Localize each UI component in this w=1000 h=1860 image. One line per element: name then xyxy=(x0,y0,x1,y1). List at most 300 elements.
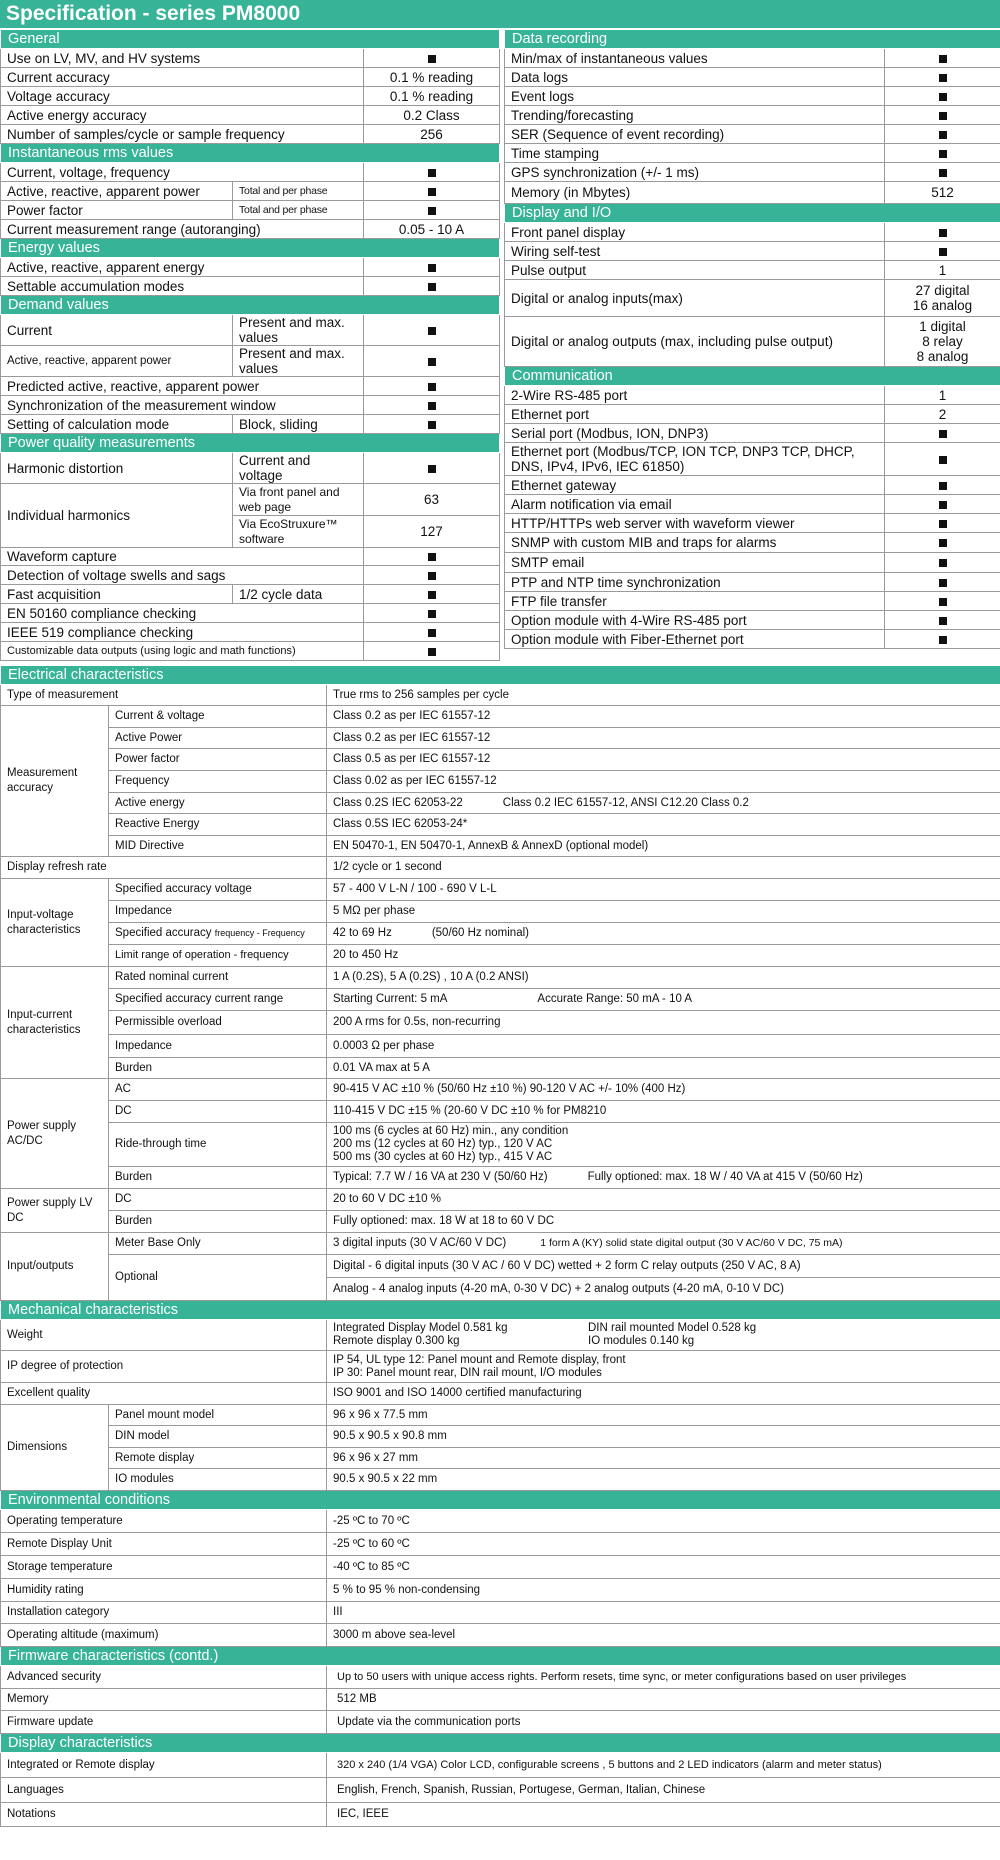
table-row xyxy=(1,1351,1000,1383)
table-row xyxy=(505,68,1000,87)
table-row xyxy=(1,87,500,106)
table-cell: Present and max. values xyxy=(233,315,364,346)
table-cell: Class 0.02 as per IEC 61557-12 xyxy=(327,771,1000,793)
table-row xyxy=(1,106,500,125)
table-cell: 0.0003 Ω per phase xyxy=(327,1035,1000,1058)
table-cell: Current xyxy=(1,315,233,346)
table-cell xyxy=(364,623,500,642)
bullet-icon xyxy=(939,93,947,101)
table-cell: 90.5 x 90.5 x 90.8 mm xyxy=(327,1426,1000,1448)
table-cell: 1 xyxy=(885,386,1000,405)
table-row xyxy=(505,386,1000,405)
table-cell: 5 MΩ per phase xyxy=(327,901,1000,923)
section-header-mechanical: Mechanical characteristics xyxy=(1,1301,1000,1320)
table-cell: HTTP/HTTPs web server with waveform viewer xyxy=(505,514,885,533)
table-cell: Advanced security xyxy=(1,1666,327,1689)
table-row xyxy=(1,220,500,239)
table-row xyxy=(1,484,500,516)
table-cell: Time stamping xyxy=(505,144,885,163)
table-cell: 256 xyxy=(364,125,500,144)
table-row xyxy=(1,1233,1000,1255)
cell-text: IP 54, UL type 12: Panel mount and Remote display, front xyxy=(333,1353,626,1366)
table-cell: -25 ºC to 60 ºC xyxy=(327,1533,1000,1556)
table-row xyxy=(1,1079,1000,1101)
table-row xyxy=(1,1469,1000,1491)
table-row xyxy=(1,945,1000,967)
bullet-icon xyxy=(939,74,947,82)
bullet-icon xyxy=(939,430,947,438)
table-row xyxy=(1,396,500,415)
table-cell: Type of measurement xyxy=(1,685,327,706)
table-row xyxy=(1,182,500,201)
bullet-icon xyxy=(939,579,947,587)
bullet-icon xyxy=(939,636,947,644)
bullet-icon xyxy=(939,559,947,567)
cell-text: 500 ms (30 cycles at 60 Hz) typ., 415 V AC xyxy=(333,1151,553,1163)
table-cell: Impedance xyxy=(109,1035,327,1058)
table-cell: Power supply LV DC xyxy=(1,1189,109,1233)
table-row xyxy=(1,989,1000,1011)
table-cell xyxy=(364,585,500,604)
table-cell xyxy=(327,1123,1000,1167)
page-title: Specification - series PM8000 xyxy=(0,0,1000,28)
bullet-icon xyxy=(939,617,947,625)
table-row xyxy=(505,514,1000,533)
table-row xyxy=(505,125,1000,144)
table-cell: Current accuracy xyxy=(1,68,364,87)
table-row xyxy=(505,163,1000,182)
table-cell xyxy=(885,144,1000,163)
table-cell: -40 ºC to 85 ºC xyxy=(327,1556,1000,1579)
table-cell: Languages xyxy=(1,1778,327,1803)
table-row xyxy=(1,201,500,220)
table-row xyxy=(1,1405,1000,1426)
table-row xyxy=(1,967,1000,989)
table-cell: Number of samples/cycle or sample frequency xyxy=(1,125,364,144)
table-cell xyxy=(885,630,1000,649)
table-cell: Front panel display xyxy=(505,223,885,242)
table-cell: 0.1 % reading xyxy=(364,87,500,106)
table-cell: Installation category xyxy=(1,1602,327,1624)
table-cell: Digital - 6 digital inputs (30 V AC / 60 V DC) wetted + 2 form C relay outputs (250 V AC, 8 A) xyxy=(327,1255,1000,1278)
table-row xyxy=(1,1189,1000,1211)
table-cell: Input-current characteristics xyxy=(1,967,109,1079)
table-cell: Storage temperature xyxy=(1,1556,327,1579)
table-cell: 63 xyxy=(364,484,500,516)
table-cell: Class 0.2 as per IEC 61557-12 xyxy=(327,728,1000,749)
table-cell: True rms to 256 samples per cycle xyxy=(327,685,1000,706)
table-cell: Ethernet port xyxy=(505,405,885,424)
table-row xyxy=(1,879,1000,901)
table-cell: Humidity rating xyxy=(1,1579,327,1602)
table-row xyxy=(1,1101,1000,1123)
section-header-general: General xyxy=(1,30,500,49)
table-cell: 1/2 cycle or 1 second xyxy=(327,857,1000,879)
table-cell: Limit range of operation - frequency xyxy=(109,945,327,967)
bullet-icon xyxy=(428,465,436,473)
bullet-icon xyxy=(939,55,947,63)
table-cell: Via EcoStruxure™ software xyxy=(233,516,364,548)
table-cell: 0.1 % reading xyxy=(364,68,500,87)
bullet-icon xyxy=(428,327,436,335)
table-cell: Pulse output xyxy=(505,261,885,280)
table-cell: Dimensions xyxy=(1,1405,109,1491)
table-cell xyxy=(364,49,500,68)
table-cell: Active energy accuracy xyxy=(1,106,364,125)
table-cell: Block, sliding xyxy=(233,415,364,434)
bullet-icon xyxy=(428,358,436,366)
table-row xyxy=(505,280,1000,317)
table-row xyxy=(505,182,1000,204)
table-row xyxy=(505,144,1000,163)
table-cell: Fully optioned: max. 18 W at 18 to 60 V DC xyxy=(327,1211,1000,1233)
bullet-icon xyxy=(939,456,947,464)
table-row xyxy=(1,453,500,484)
table-cell: 1 A (0.2S), 5 A (0.2S) , 10 A (0.2 ANSI) xyxy=(327,967,1000,989)
table-row xyxy=(1,1035,1000,1058)
section-header-demand: Demand values xyxy=(1,296,500,315)
cell-text: DIN rail mounted Model 0.528 kg xyxy=(588,1322,757,1334)
table-cell: 0.05 - 10 A xyxy=(364,220,500,239)
section-header-power-quality: Power quality measurements xyxy=(1,434,500,453)
table-row xyxy=(1,163,500,182)
table-cell xyxy=(364,163,500,182)
table-row xyxy=(1,857,1000,879)
table-cell xyxy=(327,793,1000,814)
table-row xyxy=(505,317,1000,367)
bullet-icon xyxy=(428,264,436,272)
table-cell xyxy=(327,1233,1000,1255)
table-cell: Alarm notification via email xyxy=(505,495,885,514)
cell-text: Specified accuracy xyxy=(115,927,212,939)
bullet-icon xyxy=(428,553,436,561)
section-header-rms: Instantaneous rms values xyxy=(1,144,500,163)
table-cell xyxy=(885,242,1000,261)
table-row xyxy=(1,728,1000,749)
cell-text: 200 ms (12 cycles at 60 Hz) typ., 120 V AC xyxy=(333,1138,553,1150)
table-cell: Current, voltage, frequency xyxy=(1,163,364,182)
table-cell: ISO 9001 and ISO 14000 certified manufacturing xyxy=(327,1383,1000,1405)
table-cell: Measurement accuracy xyxy=(1,706,109,857)
table-cell xyxy=(364,277,500,296)
table-row xyxy=(1,923,1000,945)
table-cell xyxy=(364,182,500,201)
cell-text: (50/60 Hz nominal) xyxy=(431,927,529,939)
table-cell xyxy=(364,548,500,566)
section-header-environmental: Environmental conditions xyxy=(1,1491,1000,1510)
table-cell: Data logs xyxy=(505,68,885,87)
table-cell: Current measurement range (autoranging) xyxy=(1,220,364,239)
bullet-icon xyxy=(939,598,947,606)
table-row xyxy=(505,106,1000,125)
table-row xyxy=(1,258,500,277)
table-cell: Operating temperature xyxy=(1,1510,327,1533)
table-cell xyxy=(327,1351,1000,1383)
table-cell: Present and max. values xyxy=(233,346,364,377)
table-cell: IO modules xyxy=(109,1469,327,1491)
table-cell xyxy=(364,642,500,661)
table-cell: 1 xyxy=(885,261,1000,280)
table-cell: EN 50470-1, EN 50470-1, AnnexB & AnnexD (optional model) xyxy=(327,836,1000,857)
table-row xyxy=(1,125,500,144)
bullet-icon xyxy=(428,402,436,410)
table-cell: SMTP email xyxy=(505,553,885,573)
table-cell xyxy=(885,573,1000,592)
table-cell: Active Power xyxy=(109,728,327,749)
table-row xyxy=(1,566,500,585)
table-cell: 512 xyxy=(885,182,1000,204)
table-cell: Impedance xyxy=(109,901,327,923)
table-cell: 96 x 96 x 77.5 mm xyxy=(327,1405,1000,1426)
table-row xyxy=(1,1011,1000,1035)
cell-text: 3 digital inputs (30 V AC/60 V DC) xyxy=(333,1237,507,1249)
table-row xyxy=(505,87,1000,106)
table-cell: 5 % to 95 % non-condensing xyxy=(327,1579,1000,1602)
bullet-icon xyxy=(428,55,436,63)
table-cell: Active, reactive, apparent energy xyxy=(1,258,364,277)
table-cell: Specified accuracy current range xyxy=(109,989,327,1011)
table-cell: Harmonic distortion xyxy=(1,453,233,484)
cell-text: Class 0.2S IEC 62053-22 xyxy=(333,796,463,809)
bullet-icon xyxy=(428,629,436,637)
table-cell: Option module with Fiber-Ethernet port xyxy=(505,630,885,649)
cell-text: IO modules 0.140 kg xyxy=(588,1335,695,1347)
table-cell: Optional xyxy=(109,1255,327,1301)
table-row xyxy=(1,1753,1000,1778)
bullet-icon xyxy=(428,383,436,391)
table-cell xyxy=(885,533,1000,553)
table-cell: IEEE 519 compliance checking xyxy=(1,623,364,642)
table-cell: 0.2 Class xyxy=(364,106,500,125)
table-cell: III xyxy=(327,1602,1000,1624)
table-cell: 200 A rms for 0.5s, non-recurring xyxy=(327,1011,1000,1035)
table-row xyxy=(1,1711,1000,1734)
cell-text: Remote display 0.300 kg xyxy=(333,1335,460,1347)
table-cell xyxy=(885,443,1000,476)
table-cell: DC xyxy=(109,1101,327,1123)
table-row xyxy=(1,836,1000,857)
table-cell: 110-415 V DC ±15 % (20-60 V DC ±10 % for PM8210 xyxy=(327,1101,1000,1123)
cell-text: 16 analog xyxy=(912,298,973,313)
table-cell xyxy=(885,125,1000,144)
table-cell: Update via the communication ports xyxy=(327,1711,1000,1734)
table-cell xyxy=(885,611,1000,630)
table-cell xyxy=(364,453,500,484)
table-cell: AC xyxy=(109,1079,327,1101)
bullet-icon xyxy=(939,248,947,256)
table-row xyxy=(1,1320,1000,1351)
table-cell: Current and voltage xyxy=(233,453,364,484)
table-cell xyxy=(885,476,1000,495)
table-cell: 20 to 450 Hz xyxy=(327,945,1000,967)
table-cell: 90.5 x 90.5 x 22 mm xyxy=(327,1469,1000,1491)
table-row xyxy=(1,1778,1000,1803)
table-cell xyxy=(364,604,500,623)
table-cell: Voltage accuracy xyxy=(1,87,364,106)
cell-text: 8 relay xyxy=(922,334,963,349)
table-cell: Fast acquisition xyxy=(1,585,233,604)
table-row xyxy=(1,901,1000,923)
table-row xyxy=(1,548,500,566)
section-header-display: Display characteristics xyxy=(1,1734,1000,1753)
table-cell xyxy=(885,87,1000,106)
table-cell xyxy=(885,514,1000,533)
table-row xyxy=(1,68,500,87)
table-cell: Setting of calculation mode xyxy=(1,415,233,434)
table-cell: Input-voltage characteristics xyxy=(1,879,109,967)
table-cell xyxy=(885,68,1000,87)
table-cell: Memory xyxy=(1,1689,327,1711)
table-row xyxy=(1,1556,1000,1579)
table-row xyxy=(1,1448,1000,1469)
table-cell: Event logs xyxy=(505,87,885,106)
table-cell: Power factor xyxy=(1,201,233,220)
table-row xyxy=(1,585,500,604)
table-cell: 96 x 96 x 27 mm xyxy=(327,1448,1000,1469)
table-cell: Current & voltage xyxy=(109,706,327,728)
cell-text: 100 ms (6 cycles at 60 Hz) min., any condition xyxy=(333,1125,569,1137)
table-row xyxy=(1,415,500,434)
table-cell: GPS synchronization (+/- 1 ms) xyxy=(505,163,885,182)
table-row xyxy=(1,1579,1000,1602)
table-cell: Burden xyxy=(109,1058,327,1079)
table-cell: Min/max of instantaneous values xyxy=(505,49,885,68)
table-cell: SNMP with custom MIB and traps for alarms xyxy=(505,533,885,553)
table-cell: 90-415 V AC ±10 % (50/60 Hz ±10 %) 90-120 V AC +/- 10% (400 Hz) xyxy=(327,1079,1000,1101)
table-cell xyxy=(364,315,500,346)
section-header-energy: Energy values xyxy=(1,239,500,258)
table-cell: Notations xyxy=(1,1803,327,1827)
table-cell: IEC, IEEE xyxy=(327,1803,1000,1827)
table-cell: FTP file transfer xyxy=(505,592,885,611)
table-cell: Ethernet port (Modbus/TCP, ION TCP, DNP3 TCP, DHCP, DNS, IPv4, IPv6, IEC 61850) xyxy=(505,443,885,476)
table-cell: 57 - 400 V L-N / 100 - 690 V L-L xyxy=(327,879,1000,901)
cell-text: Typical: 7.7 W / 16 VA at 230 V (50/60 Hz) xyxy=(333,1171,548,1183)
bullet-icon xyxy=(428,421,436,429)
table-cell: Meter Base Only xyxy=(109,1233,327,1255)
table-cell: Active, reactive, apparent power xyxy=(1,182,233,201)
table-cell xyxy=(327,989,1000,1011)
table-cell: 512 MB xyxy=(327,1689,1000,1711)
table-cell xyxy=(885,49,1000,68)
table-cell: Use on LV, MV, and HV systems xyxy=(1,49,364,68)
table-cell xyxy=(327,1167,1000,1189)
cell-text: Accurate Range: 50 mA - 10 A xyxy=(537,993,693,1005)
bullet-icon xyxy=(939,539,947,547)
bullet-icon xyxy=(939,150,947,158)
table-row xyxy=(1,1666,1000,1689)
table-cell: Weight xyxy=(1,1320,327,1351)
table-row xyxy=(505,553,1000,573)
table-cell xyxy=(364,258,500,277)
table-cell: Wiring self-test xyxy=(505,242,885,261)
cell-text: 1 digital xyxy=(919,319,966,334)
table-cell xyxy=(885,592,1000,611)
cell-text: frequency - Frequency xyxy=(214,928,305,938)
table-cell: Individual harmonics xyxy=(1,484,233,548)
bullet-icon xyxy=(428,283,436,291)
table-cell: Remote Display Unit xyxy=(1,1533,327,1556)
table-cell: Display refresh rate xyxy=(1,857,327,879)
table-row xyxy=(1,1426,1000,1448)
table-row xyxy=(1,623,500,642)
table-cell: PTP and NTP time synchronization xyxy=(505,573,885,592)
table-cell: Rated nominal current xyxy=(109,967,327,989)
table-row xyxy=(505,592,1000,611)
table-row xyxy=(505,443,1000,476)
table-row xyxy=(1,1167,1000,1189)
left-spec-table xyxy=(0,29,500,661)
characteristics-table xyxy=(0,665,1000,1827)
table-cell xyxy=(885,106,1000,125)
table-row xyxy=(1,1211,1000,1233)
cell-text xyxy=(333,1322,588,1348)
table-cell: 127 xyxy=(364,516,500,548)
table-row xyxy=(1,346,500,377)
table-cell: Serial port (Modbus, ION, DNP3) xyxy=(505,424,885,443)
bullet-icon xyxy=(428,591,436,599)
bullet-icon xyxy=(428,188,436,196)
table-cell: Digital or analog outputs (max, including pulse output) xyxy=(505,317,885,367)
table-cell xyxy=(364,566,500,585)
table-cell: Predicted active, reactive, apparent power xyxy=(1,377,364,396)
table-cell xyxy=(364,415,500,434)
table-cell: 20 to 60 V DC ±10 % xyxy=(327,1189,1000,1211)
bullet-icon xyxy=(939,131,947,139)
cell-text: 1 form A (KY) solid state digital output (30 V AC/60 V DC, 75 mA) xyxy=(540,1237,843,1249)
table-row xyxy=(1,706,1000,728)
cell-text: Class 0.2 IEC 61557-12, ANSI C12.20 Class 0.2 xyxy=(502,796,749,809)
table-cell: Detection of voltage swells and sags xyxy=(1,566,364,585)
table-row xyxy=(1,1602,1000,1624)
table-cell: 1/2 cycle data xyxy=(233,585,364,604)
bullet-icon xyxy=(939,520,947,528)
bullet-icon xyxy=(939,169,947,177)
table-row xyxy=(1,771,1000,793)
table-cell: DC xyxy=(109,1189,327,1211)
table-row xyxy=(505,573,1000,592)
table-row xyxy=(1,1255,1000,1278)
bullet-icon xyxy=(939,112,947,120)
table-row xyxy=(1,1624,1000,1647)
cell-text xyxy=(333,1322,994,1348)
table-row xyxy=(1,1803,1000,1827)
table-row xyxy=(1,277,500,296)
table-row xyxy=(505,495,1000,514)
table-row xyxy=(505,611,1000,630)
cell-text: 8 analog xyxy=(916,349,969,364)
table-cell xyxy=(327,1320,1000,1351)
cell-text: Fully optioned: max. 18 W / 40 VA at 415 V (50/60 Hz) xyxy=(587,1171,863,1183)
table-cell xyxy=(885,223,1000,242)
table-cell: 2-Wire RS-485 port xyxy=(505,386,885,405)
table-row xyxy=(1,604,500,623)
table-cell: 2 xyxy=(885,405,1000,424)
table-cell: Frequency xyxy=(109,771,327,793)
table-cell: Excellent quality xyxy=(1,1383,327,1405)
table-row xyxy=(505,223,1000,242)
table-row xyxy=(505,261,1000,280)
table-row xyxy=(505,424,1000,443)
table-row xyxy=(1,642,500,661)
table-row xyxy=(505,533,1000,553)
table-cell xyxy=(327,923,1000,945)
table-cell: Firmware update xyxy=(1,1711,327,1734)
table-cell: Synchronization of the measurement window xyxy=(1,396,364,415)
table-row xyxy=(1,1689,1000,1711)
table-cell: Ride-through time xyxy=(109,1123,327,1167)
right-spec-table xyxy=(504,29,1000,649)
